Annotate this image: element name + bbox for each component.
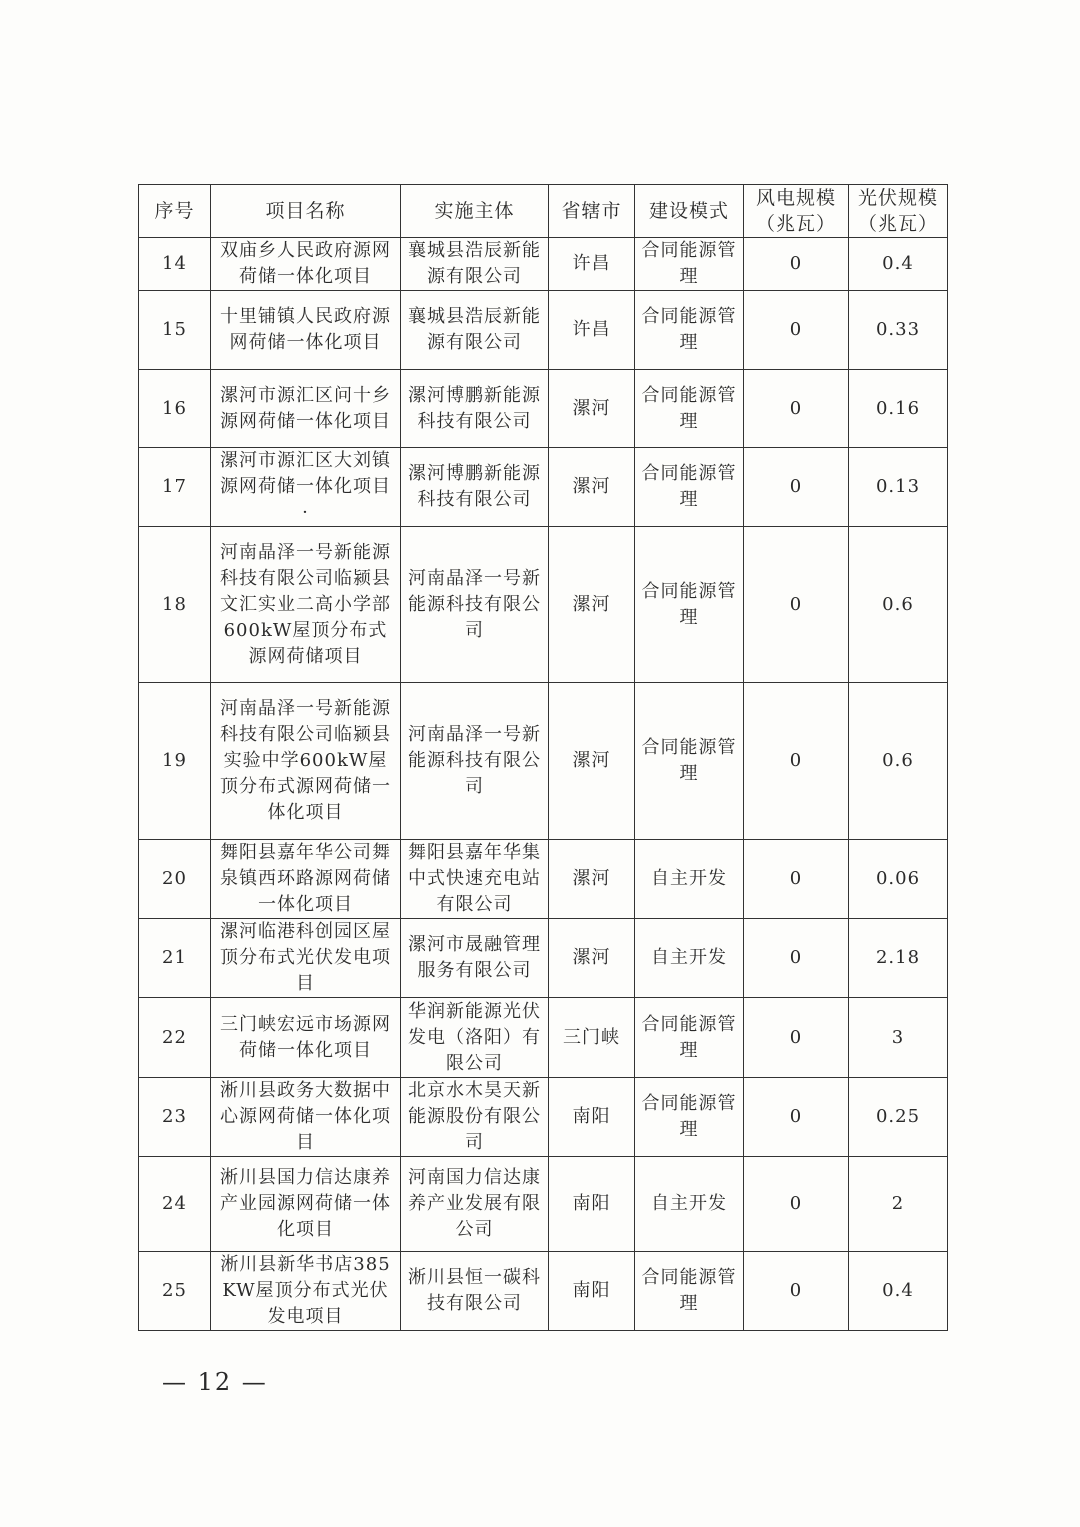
table-row <box>139 840 948 919</box>
cell-solar: 3 <box>849 998 948 1078</box>
cell-wind: 0 <box>744 370 849 448</box>
page-number: — 12 — <box>162 1368 268 1396</box>
header-solar-line2: （兆瓦） <box>857 213 938 235</box>
cell-wind: 0 <box>744 683 849 840</box>
cell-city: 三门峡 <box>549 998 635 1078</box>
table-header-row <box>139 185 948 238</box>
cell-mode: 自主开发 <box>635 919 744 998</box>
table-row <box>139 1157 948 1252</box>
cell-wind: 0 <box>744 1078 849 1157</box>
cell-city: 许昌 <box>549 291 635 370</box>
table-row <box>139 238 948 291</box>
cell-solar: 0.4 <box>849 238 948 291</box>
cell-project-name: 舞阳县嘉年华公司舞泉镇西环路源网荷储一体化项目 <box>211 840 401 919</box>
cell-wind: 0 <box>744 448 849 527</box>
cell-entity: 淅川县恒一碳科技有限公司 <box>401 1252 549 1331</box>
cell-entity: 舞阳县嘉年华集中式快速充电站有限公司 <box>401 840 549 919</box>
cell-city: 漯河 <box>549 527 635 683</box>
cell-solar: 0.16 <box>849 370 948 448</box>
cell-solar: 0.4 <box>849 1252 948 1331</box>
cell-entity: 华润新能源光伏发电（洛阳）有限公司 <box>401 998 549 1078</box>
table-row <box>139 683 948 840</box>
cell-index: 20 <box>139 840 211 919</box>
cell-city: 许昌 <box>549 238 635 291</box>
cell-entity: 襄城县浩辰新能源有限公司 <box>401 238 549 291</box>
cell-solar: 0.6 <box>849 527 948 683</box>
cell-entity: 漯河博鹏新能源科技有限公司 <box>401 370 549 448</box>
table-row <box>139 1078 948 1157</box>
cell-mode: 合同能源管理 <box>635 448 744 527</box>
cell-index: 16 <box>139 370 211 448</box>
cell-project-name: 河南晶泽一号新能源科技有限公司临颍县实验中学600kW屋顶分布式源网荷储一体化项目 <box>211 683 401 840</box>
cell-wind: 0 <box>744 527 849 683</box>
cell-project-name: 河南晶泽一号新能源科技有限公司临颍县文汇实业二高小学部600kW屋顶分布式源网荷储项目 <box>211 527 401 683</box>
cell-project-name: 十里铺镇人民政府源网荷储一体化项目 <box>211 291 401 370</box>
cell-solar: 0.13 <box>849 448 948 527</box>
cell-city: 南阳 <box>549 1078 635 1157</box>
cell-index: 24 <box>139 1157 211 1252</box>
cell-solar: 2 <box>849 1157 948 1252</box>
cell-index: 18 <box>139 527 211 683</box>
cell-mode: 自主开发 <box>635 840 744 919</box>
cell-city: 南阳 <box>549 1252 635 1331</box>
cell-index: 14 <box>139 238 211 291</box>
header-mode: 建设模式 <box>635 185 744 238</box>
cell-wind: 0 <box>744 998 849 1078</box>
cell-mode: 合同能源管理 <box>635 527 744 683</box>
cell-project-name: 双庙乡人民政府源网荷储一体化项目 <box>211 238 401 291</box>
cell-index: 17 <box>139 448 211 527</box>
cell-mode: 合同能源管理 <box>635 683 744 840</box>
cell-mode: 合同能源管理 <box>635 370 744 448</box>
cell-project-name: 淅川县国力信达康养产业园源网荷储一体化项目 <box>211 1157 401 1252</box>
cell-city: 漯河 <box>549 370 635 448</box>
cell-wind: 0 <box>744 238 849 291</box>
cell-entity: 漯河博鹏新能源科技有限公司 <box>401 448 549 527</box>
cell-wind: 0 <box>744 1252 849 1331</box>
table-row <box>139 370 948 448</box>
cell-solar: 2.18 <box>849 919 948 998</box>
cell-solar: 0.25 <box>849 1078 948 1157</box>
cell-solar: 0.06 <box>849 840 948 919</box>
header-solar-line1: 光伏规模 <box>857 187 938 209</box>
cell-index: 19 <box>139 683 211 840</box>
cell-mode: 自主开发 <box>635 1157 744 1252</box>
cell-city: 漯河 <box>549 840 635 919</box>
cell-mode: 合同能源管理 <box>635 1078 744 1157</box>
cell-wind: 0 <box>744 1157 849 1252</box>
cell-mode: 合同能源管理 <box>635 1252 744 1331</box>
cell-entity: 河南晶泽一号新能源科技有限公司 <box>401 683 549 840</box>
cell-entity: 河南晶泽一号新能源科技有限公司 <box>401 527 549 683</box>
cell-mode: 合同能源管理 <box>635 238 744 291</box>
cell-city: 漯河 <box>549 683 635 840</box>
cell-city: 漯河 <box>549 448 635 527</box>
cell-entity: 河南国力信达康养产业发展有限公司 <box>401 1157 549 1252</box>
table-row <box>139 527 948 683</box>
header-wind-scale <box>744 185 849 238</box>
cell-mode: 合同能源管理 <box>635 998 744 1078</box>
cell-wind: 0 <box>744 291 849 370</box>
cell-entity: 襄城县浩辰新能源有限公司 <box>401 291 549 370</box>
header-city: 省辖市 <box>549 185 635 238</box>
header-wind-line2: （兆瓦） <box>755 213 836 235</box>
cell-mode: 合同能源管理 <box>635 291 744 370</box>
cell-project-name: 漯河临港科创园区屋顶分布式光伏发电项目 <box>211 919 401 998</box>
cell-entity: 北京水木昊天新能源股份有限公司 <box>401 1078 549 1157</box>
cell-index: 21 <box>139 919 211 998</box>
cell-city: 南阳 <box>549 1157 635 1252</box>
table-row <box>139 448 948 527</box>
cell-project-name: 淅川县新华书店385KW屋顶分布式光伏发电项目 <box>211 1252 401 1331</box>
header-index: 序号 <box>139 185 211 238</box>
cell-project-name: 漯河市源汇区大刘镇源网荷储一体化项目· <box>211 448 401 527</box>
cell-project-name: 三门峡宏远市场源网荷储一体化项目 <box>211 998 401 1078</box>
cell-solar: 0.33 <box>849 291 948 370</box>
cell-solar: 0.6 <box>849 683 948 840</box>
table-row <box>139 998 948 1078</box>
table-row <box>139 919 948 998</box>
header-project-name: 项目名称 <box>211 185 401 238</box>
cell-project-name: 漯河市源汇区问十乡源网荷储一体化项目 <box>211 370 401 448</box>
table-row <box>139 1252 948 1331</box>
cell-index: 15 <box>139 291 211 370</box>
cell-project-name: 淅川县政务大数据中心源网荷储一体化项目 <box>211 1078 401 1157</box>
header-solar-scale <box>849 185 948 238</box>
projects-table <box>138 184 948 1331</box>
cell-wind: 0 <box>744 919 849 998</box>
header-entity: 实施主体 <box>401 185 549 238</box>
cell-entity: 漯河市晟融管理服务有限公司 <box>401 919 549 998</box>
cell-wind: 0 <box>744 840 849 919</box>
cell-index: 23 <box>139 1078 211 1157</box>
cell-index: 25 <box>139 1252 211 1331</box>
cell-city: 漯河 <box>549 919 635 998</box>
table-row <box>139 291 948 370</box>
cell-index: 22 <box>139 998 211 1078</box>
header-wind-line1: 风电规模 <box>755 187 836 209</box>
